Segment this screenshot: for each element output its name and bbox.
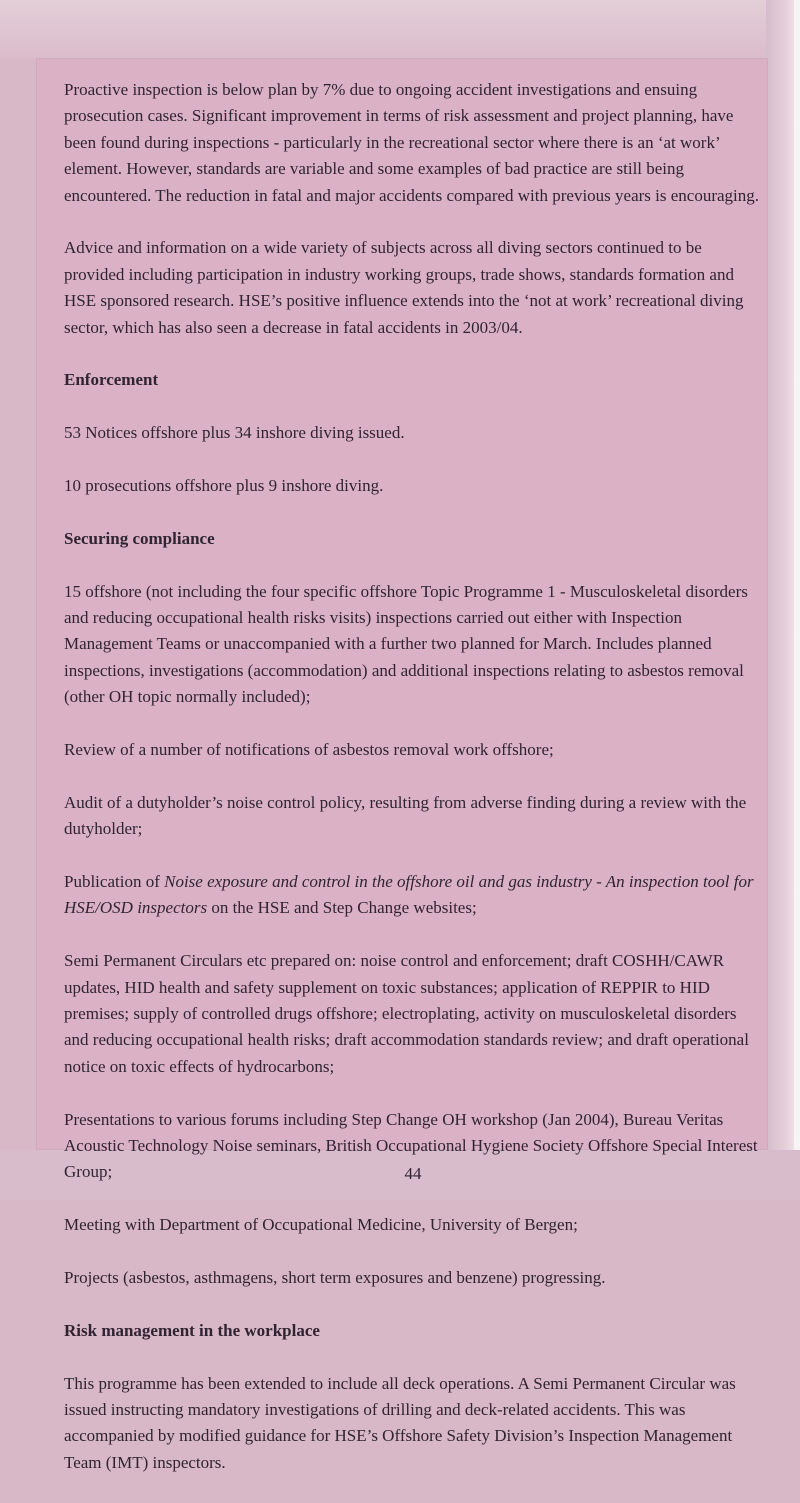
compliance-item-presentations: Presentations to various forums including Step Change OH workshop (Jan 2004), Bureau Veritas Acoustic Technology Noise seminars, British Occupational Hygiene Society Offshore Special Interest Group; — [64, 1109, 758, 1182]
heading-securing-compliance: Securing compliance — [64, 528, 215, 548]
compliance-item-projects: Projects (asbestos, asthmagens, short term exposures and benzene) progressing. — [64, 1268, 606, 1288]
compliance-item-publication — [64, 869, 764, 922]
paragraph-advice-information: Advice and information on a wide variety of subjects across all diving sectors continued to be provided including participation in industry working groups, trade shows, standards formation and HSE sponsored research. HSE’s positive influence extends into the ‘not at work’ recreational diving sector, which has also seen a decrease in fatal accidents in 2003/04. — [64, 238, 744, 337]
scan-right-edge — [794, 0, 800, 1200]
publication-prefix: Publication of — [64, 872, 165, 892]
compliance-item-circulars: Semi Permanent Circulars etc prepared on: noise control and enforcement; draft COSHH/CAWR updates, HID health and safety supplement on toxic substances; application of REPPIR to HID premises; supply of controlled drugs offshore; electroplating, activity on musculoskeletal disorders and reducing occupational health risks; draft accommodation standards review; and draft operational notice on toxic effects of hydrocarbons; — [64, 951, 749, 1076]
enforcement-notices: 53 Notices offshore plus 34 inshore diving issued. — [64, 423, 405, 443]
publication-title: Noise exposure and control in the offshore oil and gas industry - An inspection tool for HSE/OSD inspectors — [64, 872, 754, 918]
document-body — [64, 77, 764, 1503]
paragraph-risk-management: This programme has been extended to include all deck operations. A Semi Permanent Circular was issued instructing mandatory investigations of drilling and deck-related accidents. This was accompanied by modified guidance for HSE’s Offshore Safety Division’s Inspection Management Team (IMT) inspectors. — [64, 1373, 736, 1472]
compliance-item-bergen-meeting: Meeting with Department of Occupational Medicine, University of Bergen; — [64, 1215, 578, 1235]
compliance-item-asbestos-review: Review of a number of notifications of asbestos removal work offshore; — [64, 740, 554, 760]
publication-suffix: on the HSE and Step Change websites; — [207, 898, 477, 918]
heading-risk-management: Risk management in the workplace — [64, 1320, 320, 1340]
heading-enforcement: Enforcement — [64, 370, 159, 390]
compliance-item-inspections: 15 offshore (not including the four specific offshore Topic Programme 1 - Musculoskeletal disorders and reducing occupational health risks visits) inspections carried out either with Inspection Management Teams or unaccompanied with a further two planned for March. Includes planned inspections, investigations (accommodation) and additional inspections relating to asbestos removal (other OH topic normally included); — [64, 581, 748, 707]
paragraph-proactive-inspection: Proactive inspection is below plan by 7% due to ongoing accident investigations and ensuing prosecution cases. Significant improvement in terms of risk assessment and project planning, have been found during inspections - particularly in the recreational sector where there is an ‘at work’ element. However, standards are variable and some examples of bad practice are still being encountered. The reduction in fatal and major accidents compared with previous years is encouraging. — [64, 80, 760, 205]
enforcement-prosecutions: 10 prosecutions offshore plus 9 inshore diving. — [64, 476, 384, 496]
page-number: 44 — [404, 1164, 422, 1183]
compliance-item-noise-audit: Audit of a dutyholder’s noise control policy, resulting from adverse finding during a review with the dutyholder; — [64, 792, 747, 839]
scan-top-margin — [0, 0, 800, 58]
